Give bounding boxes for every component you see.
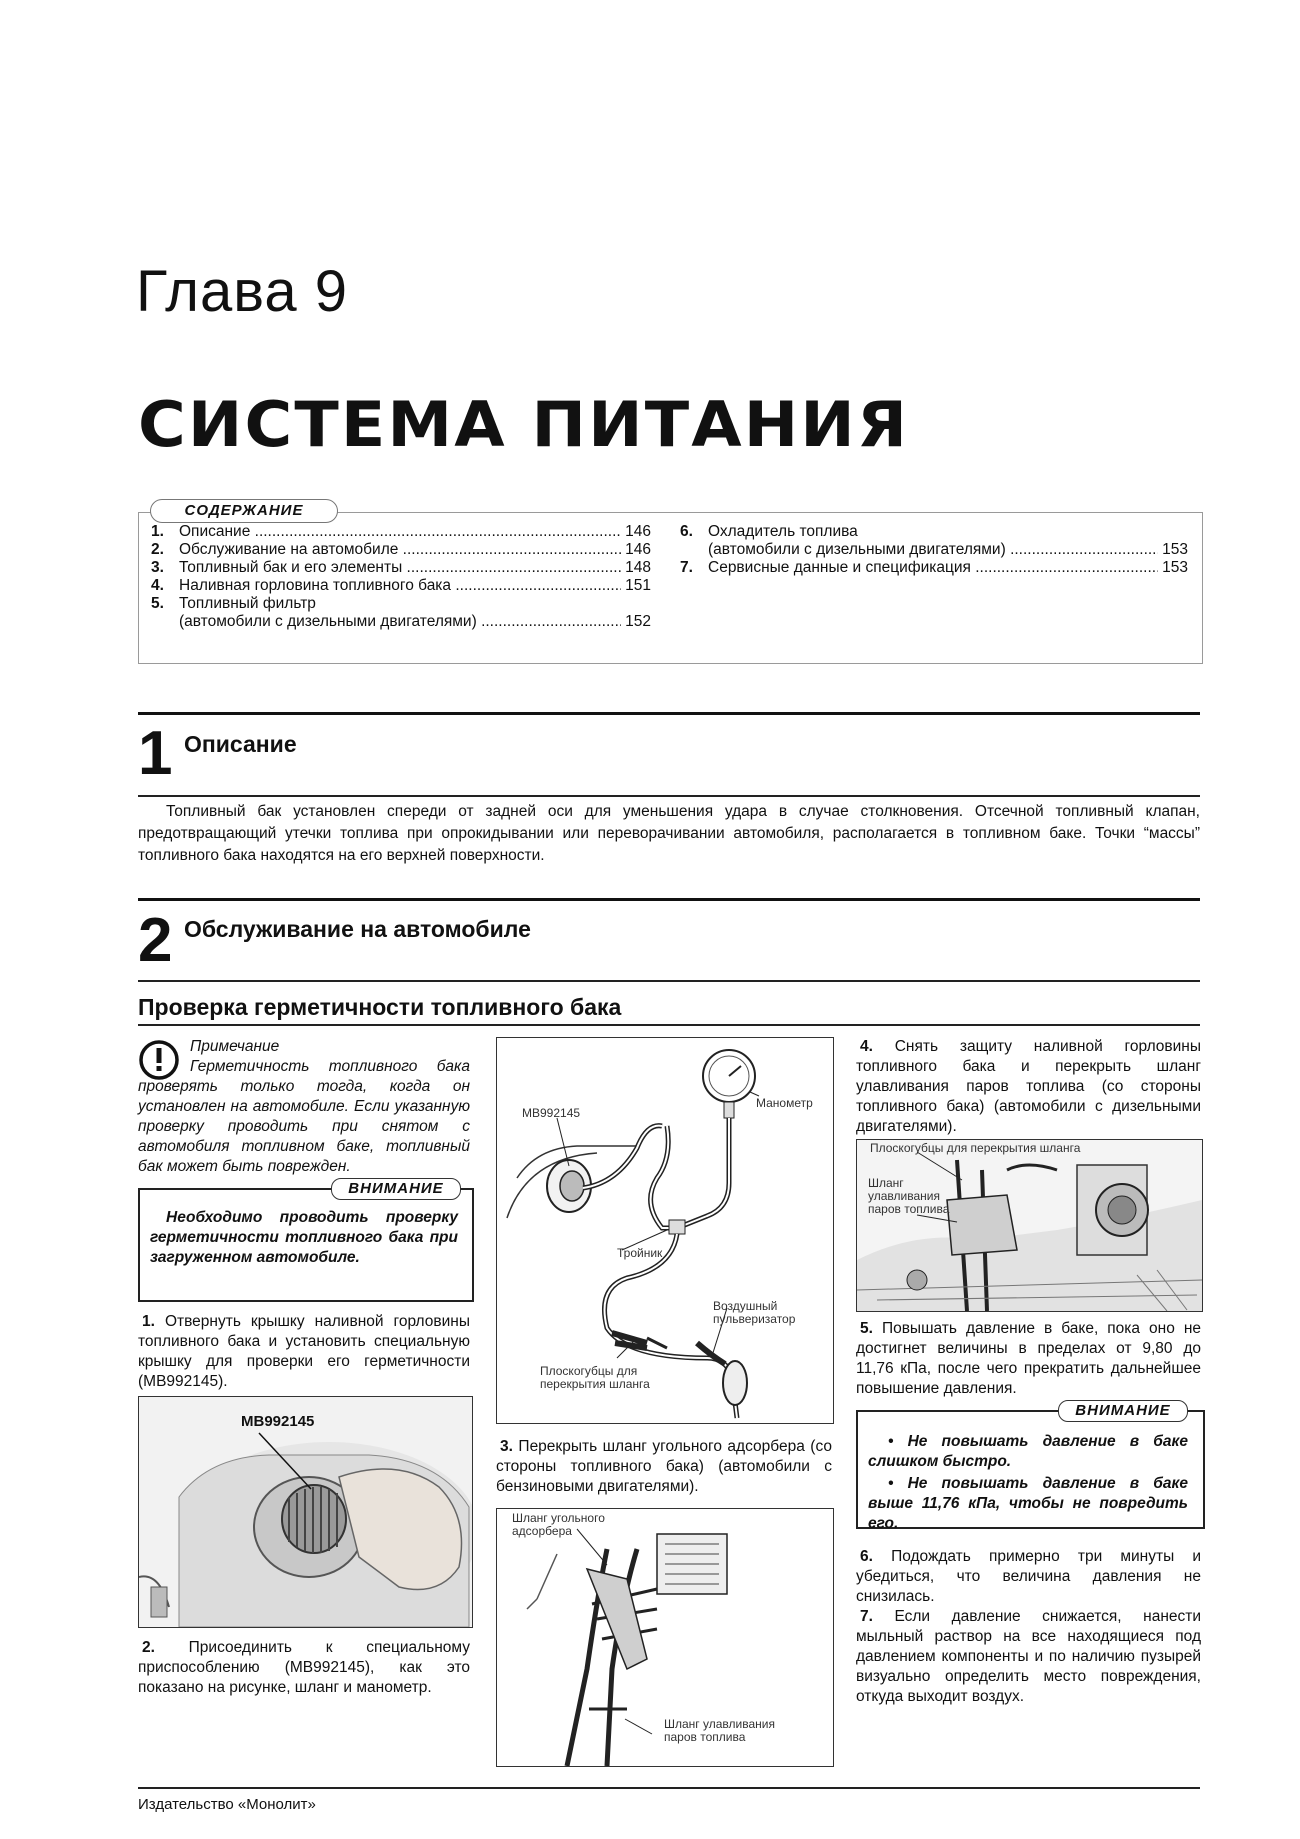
section-number: 1 — [138, 719, 173, 788]
section-rule — [138, 898, 1200, 901]
figure-label: Шланг улавливания паров топлива — [868, 1176, 950, 1216]
publisher-footer: Издательство «Монолит» — [138, 1796, 316, 1813]
note-text: Герметичность топливного бака проверять только тогда, когда он установлен на автомобиле. Если указанную проверку проводить при снятом с автомобиля топливном баке, топливный бак может быть поврежден. — [138, 1058, 470, 1175]
section-number: 2 — [138, 906, 173, 975]
section-paragraph: Топливный бак установлен спереди от задней оси для уменьшения удара в случае столкновения. Отсечной топливный клапан, предотвращающий утечки топлива при опрокидывании или переворачивании автомобиля, располагается в топливном баке. Точки “массы” топливного бака находятся на его верхней поверхности. — [138, 803, 1200, 864]
section-title: Описание — [184, 731, 297, 757]
toc-item[interactable]: 5. Топливный фильтр — [151, 595, 316, 612]
step-1: 1. Отвернуть крышку наливной горловины топливного бака и установить специальную крышку для проверки его герметичности (MB992145). — [138, 1313, 470, 1390]
toc-heading: СОДЕРЖАНИЕ — [150, 499, 338, 523]
toc-item[interactable]: 1. Описание ..... 146 — [151, 523, 651, 541]
step-3: 3. Перекрыть шланг угольного адсорбера (со стороны топливного бака) (автомобили с бензиновыми двигателями). — [496, 1438, 833, 1495]
figure-label: MB992145 — [241, 1413, 315, 1430]
warning-bullet-1: • Не повышать давление в баке слишком быстро. — [868, 1433, 1189, 1470]
figure-special-cap — [138, 1396, 473, 1628]
step-4: 4. Снять защиту наливной горловины топливного бака и перекрыть шланг улавливания паров топлива (со стороны топливного бака) (автомобили с дизельными двигателями). — [856, 1038, 1201, 1135]
warning-text: Необходимо проводить проверку герметичности топливного бака при загруженном автомобиле. — [150, 1209, 458, 1266]
note-block — [138, 1037, 470, 1057]
toc-item[interactable]: 7. Сервисные данные и спецификация ..... 153 — [680, 559, 1188, 577]
figure-label: Шланг угольного адсорбера — [512, 1511, 605, 1538]
section-rule-thin — [138, 980, 1200, 982]
step-5: 5. Повышать давление в баке, пока оно не достигнет величины в пределах от 9,80 до 11,76 кПа, после чего прекратить дальнейшее повышение давления. — [856, 1320, 1201, 1397]
section-rule-thin — [138, 795, 1200, 797]
figure-label: Плоскогубцы для перекрытия шланга — [540, 1364, 650, 1391]
figure-label: Плоскогубцы для перекрытия шланга — [870, 1141, 1081, 1155]
subsection-rule — [138, 1024, 1200, 1026]
footer-rule — [138, 1787, 1200, 1789]
toc-item[interactable]: 3. Топливный бак и его элементы ..... 148 — [151, 559, 651, 577]
figure-label: Манометр — [756, 1096, 813, 1110]
chapter-label: Глава 9 — [136, 259, 349, 324]
toc-left-column — [151, 523, 651, 631]
warning-bullet-2: • Не повышать давление в баке выше 11,76 кПа, чтобы не повредить его. — [868, 1475, 1189, 1532]
step-7: 7. Если давление снижается, нанести мыльный раствор на все находящиеся под давлением компоненты и по наличию пузырей визуально определить место повреждения, откуда выходит воздух. — [856, 1608, 1202, 1705]
step-2: 2. Присоединить к специальному приспособлению (MB992145), как это показано на рисунке, шланг и манометр. — [138, 1639, 470, 1696]
page-title: СИСТЕМА ПИТАНИЯ — [138, 388, 910, 461]
toc-item[interactable]: 2. Обслуживание на автомобиле ..... 146 — [151, 541, 651, 559]
figure-vapor-hose — [856, 1139, 1203, 1312]
figure-label: Шланг улавливания паров топлива — [664, 1717, 775, 1744]
toc-item-continuation[interactable]: (автомобили с дизельными двигателями) ..... 153 — [680, 541, 1188, 559]
figure-label: MB992145 — [522, 1106, 581, 1120]
figure-label: Тройник — [617, 1246, 663, 1260]
toc-item-continuation[interactable]: (автомобили с дизельными двигателями) ..... 152 — [151, 613, 651, 631]
subsection-title: Проверка герметичности топливного бака — [138, 994, 622, 1020]
vapor-hose-diagram — [857, 1140, 1202, 1311]
toc-item[interactable]: 6. Охладитель топлива — [680, 523, 858, 540]
figure-label: Воздушный пульверизатор — [713, 1299, 796, 1326]
toc-right-column — [680, 523, 1188, 577]
special-cap-illustration — [139, 1397, 472, 1627]
section-title: Обслуживание на автомобиле — [184, 916, 531, 942]
section-rule — [138, 712, 1200, 715]
step-6: 6. Подождать примерно три минуты и убедиться, что величина давления не снизилась. — [856, 1548, 1202, 1605]
warning-tag: ВНИМАНИЕ — [331, 1178, 461, 1200]
warning-tag: ВНИМАНИЕ — [1058, 1400, 1188, 1422]
note-label: Примечание — [190, 1038, 280, 1055]
toc-item[interactable]: 4. Наливная горловина топливного бака ..... 151 — [151, 577, 651, 595]
